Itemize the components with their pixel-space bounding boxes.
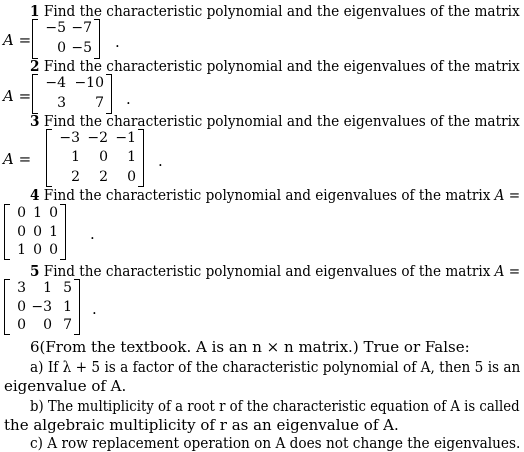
matrix-cell: 7 [63,317,72,334]
matrix-cell: −5 [45,20,66,36]
matrix-cell: 1 [43,280,52,296]
problem-5-matrix [4,279,80,335]
matrix-cell: 0 [17,205,26,221]
matrix-cell: 1 [71,149,80,166]
matrix-cell: −7 [71,20,92,36]
matrix-cell: 0 [17,298,26,315]
matrix-cell: 1 [63,298,72,315]
problem-6b-line-1: b) The multiplicity of a root r of the characteristic equation of A is called [30,397,520,415]
problem-5-period: . [92,300,97,318]
matrix-cell: 0 [99,149,108,166]
matrix-cell: −3 [59,130,80,146]
matrix-cell: −5 [71,40,92,56]
problem-4-matrix [4,204,66,260]
problem-2-statement: 2 Find the characteristic polynomial and the eigenvalues of the matrix [30,57,520,75]
matrix-cell: 5 [63,280,72,296]
problem-2-matrix-label: A = [3,87,32,105]
matrix-cell: 0 [17,317,26,334]
problem-1-matrix-label: A = [3,31,32,49]
problem-2-period: . [126,90,131,108]
problem-6c-line-1: c) A row replacement operation on A does not change the eigenvalues. [30,434,521,452]
matrix-cell: 1 [33,205,42,221]
matrix-cell: −3 [31,298,52,315]
matrix-cell: 0 [57,40,66,56]
matrix-cell: 3 [57,95,66,111]
matrix-cell: 0 [127,168,136,185]
problem-6a-line-2: eigenvalue of A. [4,377,127,395]
problem-1-period: . [115,33,120,51]
problem-3-statement: 3 Find the characteristic polynomial and the eigenvalues of the matrix [30,112,520,130]
matrix-cell: 1 [127,149,136,166]
matrix-cell: 1 [49,223,58,240]
problem-5-statement: 5 Find the characteristic polynomial and eigenvalues of the matrix A = [30,262,521,280]
problem-1-matrix [32,19,100,59]
problem-4-statement: 4 Find the characteristic polynomial and eigenvalues of the matrix A = [30,186,521,204]
problem-3-matrix [46,129,144,187]
matrix-cell: −2 [87,130,108,146]
problem-1-statement: 1 Find the characteristic polynomial and the eigenvalues of the matrix [30,2,520,20]
problem-3-matrix-label: A = [3,150,32,168]
matrix-cell: 0 [33,242,42,259]
matrix-cell: 3 [17,280,26,296]
matrix-cell: 0 [43,317,52,334]
problem-3-period: . [158,152,163,170]
problem-6-header: 6(From the textbook. A is an n × n matrix.) True or False: [30,338,470,356]
problem-6b-line-2: the algebraic multiplicity of r as an eigenvalue of A. [4,416,399,434]
matrix-cell: 1 [17,242,26,259]
matrix-cell: −4 [45,75,66,91]
matrix-cell: 2 [99,168,108,185]
problem-6a-line-1: a) If λ + 5 is a factor of the characteristic polynomial of A, then 5 is an [30,358,521,376]
matrix-cell: 7 [95,95,104,111]
matrix-cell: 0 [17,223,26,240]
matrix-cell: 0 [33,223,42,240]
problem-2-matrix [32,74,112,114]
matrix-cell: 0 [49,205,58,221]
problem-4-period: . [90,225,95,243]
matrix-cell: 2 [71,168,80,185]
matrix-cell: −10 [74,75,104,91]
matrix-cell: −1 [115,130,136,146]
matrix-cell: 0 [49,242,58,259]
